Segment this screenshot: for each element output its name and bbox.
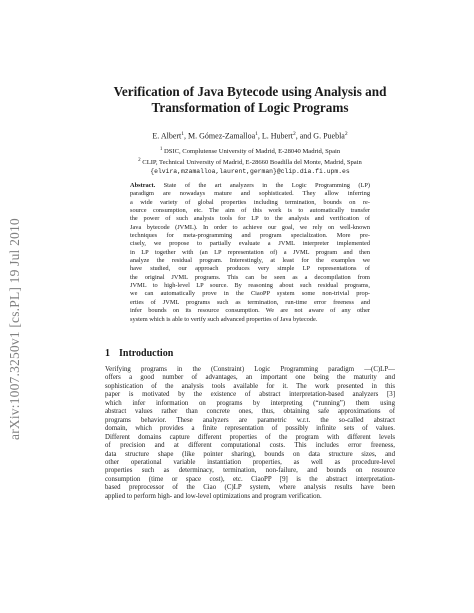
affiliation-line — [60, 156, 440, 167]
author-affiliation-mark: 2 — [344, 131, 348, 137]
title-line: Verification of Java Bytecode using Analysis and — [113, 84, 387, 99]
introduction-text — [105, 366, 395, 501]
abstract-line: a wide variety of global properties including termination, bounds on re- — [130, 198, 370, 206]
section-number: 1 — [105, 348, 110, 359]
author-name: M. Gómez-Zamalloa — [188, 131, 256, 141]
body-line: applied to perform high- and low-level optimizations and program verification. — [105, 492, 322, 500]
abstract-line: the original JVML programs. This can be seen as a decompilation from — [130, 273, 370, 281]
abstract-line: have studied, our approach produces very simple LP representations of — [130, 265, 370, 273]
author-emails: {elvira,mzamalloa,laurent,german}@clip.dia.fi.upm.es — [150, 168, 350, 176]
abstract-line: cisely, we propose to partially evaluate a JVML interpreter implemented — [130, 240, 370, 248]
affiliation-mark: 1 — [159, 147, 163, 152]
body-line: properties such as determinacy, termination, non-failure, and bounds on resource — [105, 467, 395, 475]
body-line: sophistication of the analysis tools available for it. The work presented in this — [105, 382, 395, 390]
author-affiliation-mark: 1 — [255, 131, 258, 137]
abstract-line: we can automatically prove in the CiaoPP system some non-trivial prop- — [130, 290, 370, 298]
body-line: consumption (time or space cost), etc. CiaoPP [9] is the abstract interpretation- — [105, 475, 395, 483]
abstract-line: Abstract. State of the art analyzers in the Logic Programming (LP) — [130, 182, 370, 189]
body-line: based preprocessor of the Ciao (C)LP system, where analysis results have been — [105, 484, 395, 492]
affiliation-text: CLIP, Technical University of Madrid, E-28660 Boadilla del Monte, Madrid, Spain — [142, 159, 362, 167]
body-line: domain, which provides a finite representation of possibly infinite sets of values. — [105, 425, 395, 433]
body-line: Different domains capture different properties of the program with different levels — [105, 433, 395, 441]
body-line: data structure shape (like pointer sharing), bounds on data structure sizes, and — [105, 450, 395, 458]
abstract-line: analyze the residual program. Interestingly, at least for the examples we — [130, 257, 370, 265]
author-affiliation-mark: 2 — [292, 131, 296, 137]
abstract-line: source consumption, etc. The aim of this work is to automatically transfer — [130, 207, 370, 215]
author-name: L. Hubert — [261, 131, 293, 141]
affiliation-text: DSIC, Complutense University of Madrid, E-28040 Madrid, Spain — [163, 148, 341, 156]
abstract-label: Abstract. — [130, 182, 156, 189]
author-list: E. Albert$^1$, M. Gómez-Zamalloa$^1$, L. Hubert$^2$, and G. Puebla$^2$ — [152, 131, 348, 141]
body-line: of precision and at different computational costs. This includes error freeness, — [105, 442, 395, 450]
abstract — [130, 182, 370, 324]
body-line: programs behavior. These analyzers are parametric w.r.t. the so-called abstract — [105, 416, 395, 424]
abstract-line: the power of such analysis tools for LP to the analysis and verification of — [130, 215, 370, 223]
abstract-line: Java bytecode (JVML). In order to achieve our goal, we rely on well-known — [130, 223, 370, 231]
abstract-line: techniques for meta-programming and program specialization. More pre- — [130, 232, 370, 240]
arxiv-identifier: arXiv:1007.3250v1 [cs.PL] 19 Jul 2010 — [7, 218, 22, 440]
body-line: which infer information on programs by interpreting (“running”) them using — [105, 399, 395, 407]
abstract-line: system which is able to verify such advanced properties of Java bytecode. — [130, 315, 318, 323]
title-line: Transformation of Logic Programs — [151, 100, 349, 115]
author-name: G. Puebla — [313, 131, 345, 141]
body-line: Verifying programs in the (Constraint) Logic Programming paradigm —(C)LP— — [105, 366, 395, 373]
body-line: offers a good number of advantages, an important one being the maturity and — [105, 374, 395, 382]
section-heading — [105, 348, 173, 359]
body-line: other operational variable instantiation properties, as well as procedure-level — [105, 458, 395, 466]
author-affiliation-mark: 1 — [181, 131, 185, 137]
affiliation-line — [60, 145, 440, 156]
abstract-line: in LP together with (an LP representation of) a JVML program and then — [130, 248, 370, 256]
affiliations — [60, 145, 440, 176]
paper-title — [60, 84, 440, 116]
affiliation-mark: 2 — [138, 158, 141, 164]
body-line: paper is motivated by the existence of abstract interpretation-based analyzers [3] — [105, 391, 395, 399]
author-name: E. Albert — [152, 131, 182, 141]
abstract-line: erties of JVML programs such as termination, run-time error freeness and — [130, 298, 370, 306]
abstract-line: infer bounds on its resource consumption. We are not aware of any other — [130, 307, 370, 315]
body-line: abstract values rather than concrete ones, thus, obtaining safe approximations of — [105, 408, 395, 416]
section-title: Introduction — [119, 348, 174, 359]
abstract-line: JVML to high-level LP source. By reasoning about such residual programs, — [130, 282, 370, 290]
abstract-line: paradigm are nowadays mature and sophisticated. They allow inferring — [130, 190, 370, 198]
